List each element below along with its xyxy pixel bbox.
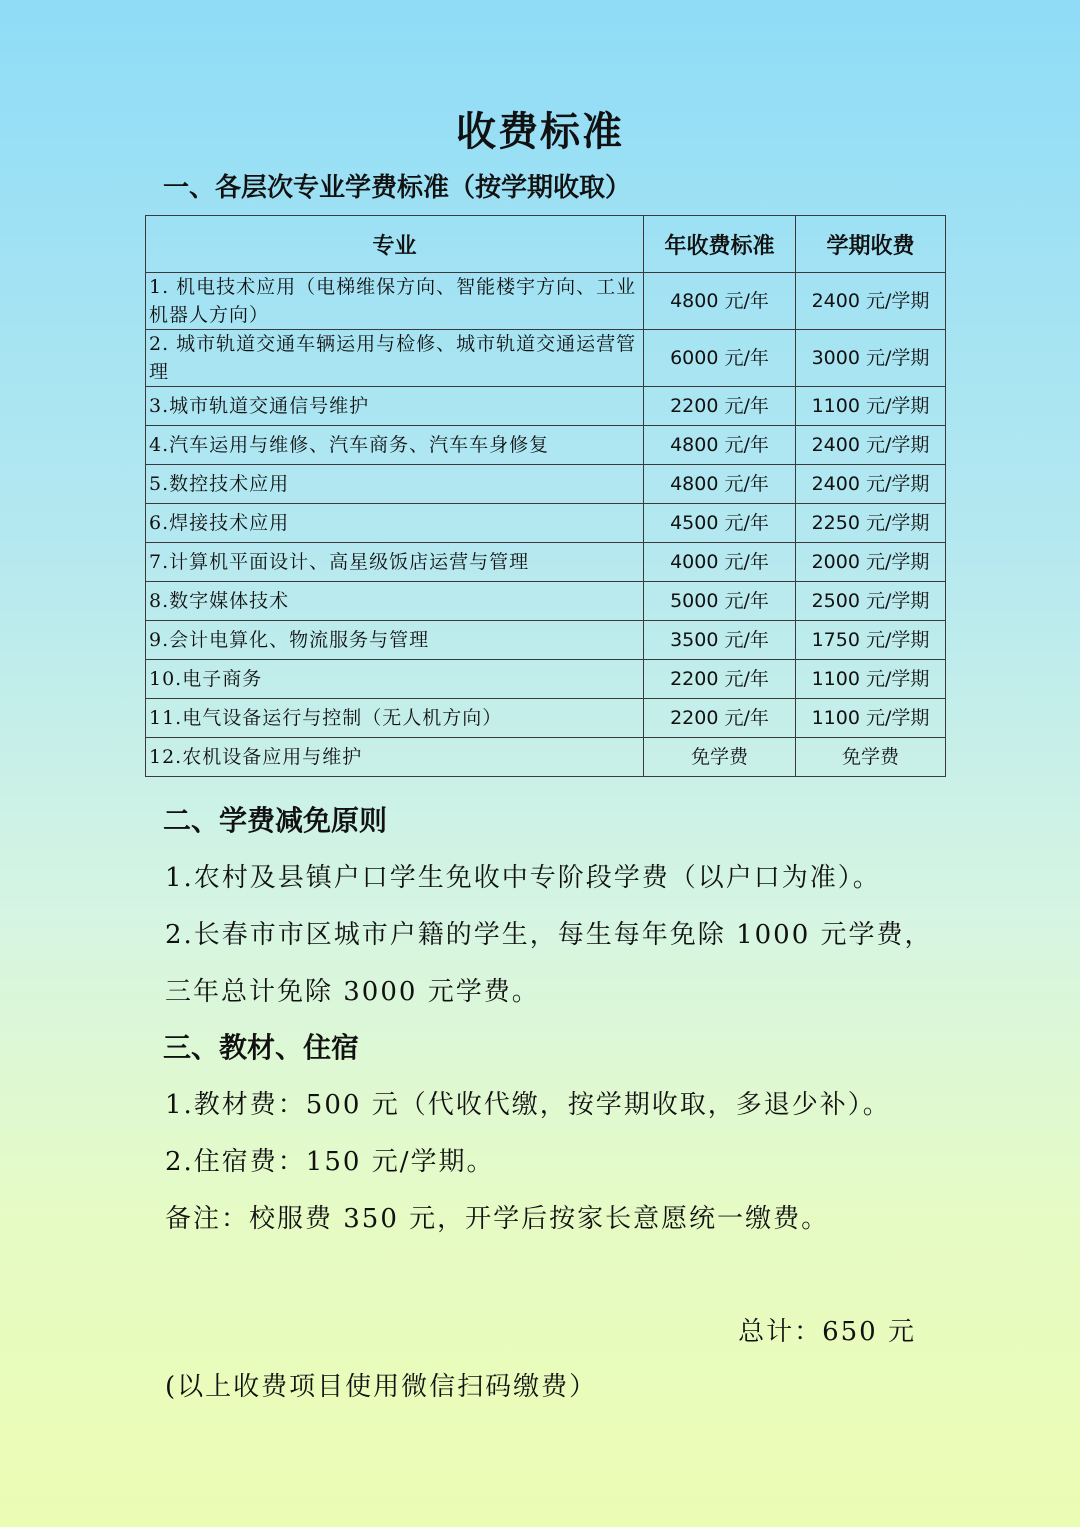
cell-major: 12.农机设备应用与维护 bbox=[146, 738, 644, 777]
cell-major: 2. 城市轨道交通车辆运用与检修、城市轨道交通运营管理 bbox=[146, 330, 644, 387]
reduction-item-1: 1.农村及县镇户口学生免收中专阶段学费（以户口为准）。 bbox=[165, 863, 881, 893]
table-row bbox=[146, 738, 946, 777]
cell-term: 1100 元/学期 bbox=[796, 699, 946, 738]
section-heading-tuition: 一、各层次专业学费标准（按学期收取） bbox=[163, 173, 632, 203]
table-row bbox=[146, 543, 946, 582]
cell-term: 2000 元/学期 bbox=[796, 543, 946, 582]
cell-term: 2400 元/学期 bbox=[796, 465, 946, 504]
cell-major: 8.数字媒体技术 bbox=[146, 582, 644, 621]
cell-annual: 4800 元/年 bbox=[644, 465, 796, 504]
payment-method-note: (以上收费项目使用微信扫码缴费） bbox=[165, 1372, 598, 1402]
table-row bbox=[146, 273, 946, 330]
table-row bbox=[146, 582, 946, 621]
cell-term: 1100 元/学期 bbox=[796, 660, 946, 699]
cell-major: 5.数控技术应用 bbox=[146, 465, 644, 504]
table-row bbox=[146, 660, 946, 699]
cell-term: 2400 元/学期 bbox=[796, 273, 946, 330]
cell-annual: 4000 元/年 bbox=[644, 543, 796, 582]
reduction-item-2: 2.长春市市区城市户籍的学生，每生每年免除 1000 元学费， bbox=[165, 920, 933, 950]
table-row bbox=[146, 699, 946, 738]
header-major: 专业 bbox=[146, 216, 644, 273]
cell-major: 9.会计电算化、物流服务与管理 bbox=[146, 621, 644, 660]
cell-term: 2250 元/学期 bbox=[796, 504, 946, 543]
cell-annual: 2200 元/年 bbox=[644, 660, 796, 699]
cell-major: 11.电气设备运行与控制（无人机方向） bbox=[146, 699, 644, 738]
reduction-item-2-continued: 三年总计免除 3000 元学费。 bbox=[165, 977, 540, 1007]
table-row bbox=[146, 426, 946, 465]
housing-fee: 2.住宿费：150 元/学期。 bbox=[165, 1147, 495, 1177]
cell-term: 3000 元/学期 bbox=[796, 330, 946, 387]
cell-major: 1. 机电技术应用（电梯维保方向、智能楼宇方向、工业机器人方向） bbox=[146, 273, 644, 330]
table-row bbox=[146, 621, 946, 660]
table-header-row bbox=[146, 216, 946, 273]
cell-annual: 6000 元/年 bbox=[644, 330, 796, 387]
cell-major: 10.电子商务 bbox=[146, 660, 644, 699]
cell-term: 免学费 bbox=[796, 738, 946, 777]
section-heading-reduction: 二、学费减免原则 bbox=[163, 804, 388, 837]
cell-annual: 免学费 bbox=[644, 738, 796, 777]
section-heading-books-housing: 三、教材、住宿 bbox=[163, 1031, 360, 1064]
cell-term: 1100 元/学期 bbox=[796, 387, 946, 426]
cell-annual: 2200 元/年 bbox=[644, 699, 796, 738]
fee-table bbox=[145, 215, 946, 777]
cell-major: 3.城市轨道交通信号维护 bbox=[146, 387, 644, 426]
header-term: 学期收费 bbox=[796, 216, 946, 273]
total-amount: 总计：650 元 bbox=[738, 1317, 916, 1347]
cell-major: 7.计算机平面设计、高星级饭店运营与管理 bbox=[146, 543, 644, 582]
cell-annual: 3500 元/年 bbox=[644, 621, 796, 660]
cell-annual: 4800 元/年 bbox=[644, 273, 796, 330]
cell-term: 2400 元/学期 bbox=[796, 426, 946, 465]
table-row bbox=[146, 387, 946, 426]
cell-annual: 4800 元/年 bbox=[644, 426, 796, 465]
header-annual: 年收费标准 bbox=[644, 216, 796, 273]
textbook-fee: 1.教材费：500 元（代收代缴，按学期收取，多退少补）。 bbox=[165, 1090, 891, 1120]
cell-annual: 2200 元/年 bbox=[644, 387, 796, 426]
table-row bbox=[146, 330, 946, 387]
table-row bbox=[146, 504, 946, 543]
table-row bbox=[146, 465, 946, 504]
cell-term: 2500 元/学期 bbox=[796, 582, 946, 621]
uniform-note: 备注：校服费 350 元，开学后按家长意愿统一缴费。 bbox=[165, 1204, 830, 1234]
cell-annual: 5000 元/年 bbox=[644, 582, 796, 621]
cell-annual: 4500 元/年 bbox=[644, 504, 796, 543]
cell-term: 1750 元/学期 bbox=[796, 621, 946, 660]
cell-major: 4.汽车运用与维修、汽车商务、汽车车身修复 bbox=[146, 426, 644, 465]
cell-major: 6.焊接技术应用 bbox=[146, 504, 644, 543]
page-title: 收费标准 bbox=[456, 109, 624, 155]
